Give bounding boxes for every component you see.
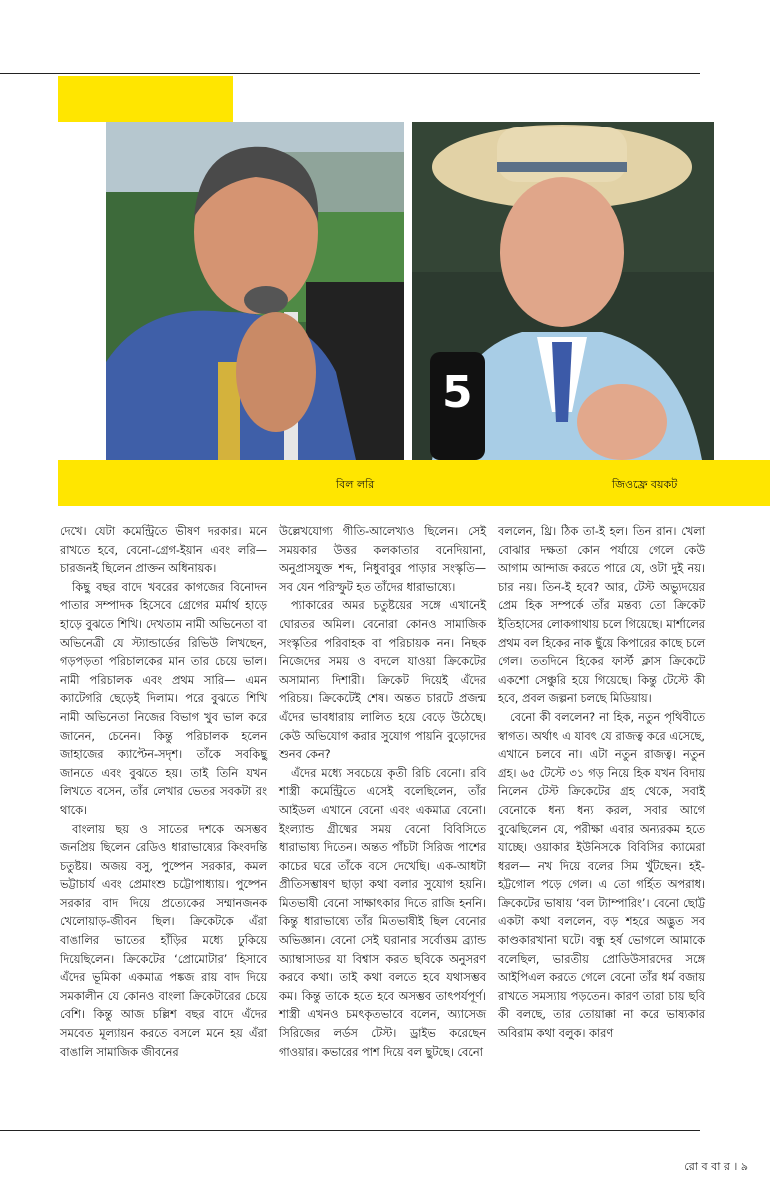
photo-geoffrey-boycott [412, 122, 714, 460]
yellow-accent-block [58, 76, 233, 122]
paragraph: কিছু বছর বাদে খবরের কাগজের বিনোদন পাতার সম্পাদক হিসেবে গ্রেগের মর্মার্থ হাড়ে হাড়ে বুঝতে শিখি। দেখতাম নামী অভিনেতা বা অভিনেত্রী যে স্ট্যান্ডার্ডের রিভিউ লিখছেন, গড়পড়তা পরিচালকের মান তার চেয়ে ভাল। নামী পরিচালক এবং প্রথম সারি— এমন ক্যাটেগরি ছেড়েই দিলাম। পরে বুঝতে শিখি নামী অভিনেতা নিজের বিভাগ খুব ভাল করে জানেন, চেনেন। কিন্তু পরিচালক হলেন জাহাজের ক্যাপ্টেন-সদৃশ। তাঁকে সবকিছু জানতে এবং বুঝতে হয়। তাই তিনি যখন লিখতে বসেন, তাঁর লেখার ভেতর সবকটা রং থাকে। [60, 580, 267, 817]
paragraph: বাংলায় ছয় ও সাতের দশকে অসম্ভব জনপ্রিয় ছিলেন রেডিও ধারাভাষ্যের কিংবদন্তি চতুষ্টয়। অজয় বসু, পুষ্পেন সরকার, কমল ভট্টাচার্য এবং প্রেমাংশু চট্টোপাধ্যায়। পুষ্পেন সরকার বাদ দিয়ে প্রত্যেকের সম্মানজনক খেলোয়াড়-জীবন ছিল। ক্রিকেটকে এঁরা বাঙালির ভাতের হাঁড়ির মধ্যে ঢুকিয়ে দিয়েছিলেন। ক্রিকেটের ‘প্রোমোটার’ হিসাবে এঁদের ভূমিকা একমাত্র পঙ্কজ রায় বাদ দিয়ে সমকালীন যে কোনও বাংলা ক্রিকেটারের চেয়ে বেশি। কিন্তু আজ চল্লিশ বছর বাদে এঁদের সমবেত মূল্যায়ন করতে বসলে মনে হয় এঁরা বাঙালি সামাজিক জীবনের [60, 822, 267, 1059]
paragraph: উল্লেখযোগ্য গীতি-আলেখ্যও ছিলেন। সেই সময়কার উত্তর কলকাতার বনেদিয়ানা, অনুপ্রাসযুক্ত শব্দ, নিধুবাবুর পাড়ার সংস্কৃতি— সব যেন পরিস্ফুট হত তাঁদের ধারাভাষ্যে। [279, 525, 486, 594]
paragraph: দেখে। যেটা কমেন্ট্রিতে ভীষণ দরকার। মনে রাখতে হবে, বেনো-গ্রেগ-ইয়ান এবং লরি— চারজনই ছিলেন প্রাক্তন অধিনায়ক। [60, 525, 267, 576]
text-column-1 [60, 523, 267, 1113]
text-column-3 [498, 523, 705, 1113]
paragraph: বেনো কী বললেন? না হিক, নতুন পৃথিবীতে স্বাগত। অর্থাৎ এ যাবৎ যে রাজত্ব করে এসেছে, এখানে চলবে না। এটা নতুন রাজত্ব। নতুন গ্রহ। ৬৫ টেস্টে ৩১ গড় নিয়ে হিক যখন বিদায় নিলেন টেস্ট ক্রিকেটের গ্রহ থেকে, সবাই বেনোকে ধন্য ধন্য করল, সবার আগে বুঝেছিলেন যে, পরীক্ষা এবার অন্যরকম হতে যাচ্ছে। ওয়াকার ইউনিসকে বিবিসির ক্যামেরা ধরল— নখ দিয়ে বলের সিম খুঁটছেন। হই-হট্টগোল পড়ে গেল। এ তো গর্হিত অপরাধ। ক্রিকেটের ভাষায় ‘বল ট্যাম্পারিং’। বেনো ছোট্ট একটা কথা বললেন, বড় শহরে অদ্ভুত সব কাণ্ডকারখানা ঘটে। বন্ধু হর্ষ ভোগলে আমাকে বলেছিল, ভারতীয় প্রোডিউসারদের সঙ্গে আইপিএল করতে গেলে বেনো তাঁর ধর্ম বজায় রাখতে সমস্যায় পড়তেন। কারণ তারা চায় ছবি কী বলছে, তার তোয়াক্কা না করে ভাষ্যকার অবিরাম কথা বলুক। কারণ [498, 710, 705, 1041]
paragraph: প্যাকারের অমর চতুষ্টয়ের সঙ্গে এখানেই ঘোরতর অমিল। বেনোরা কোনও সামাজিক সংস্কৃতির পরিবাহক বা পরিচায়ক নন। নিছক নিজেদের সময় ও বদলে যাওয়া ক্রিকেটের অসামান্য দিশারী। ক্রিকেট দিয়েই এঁদের পরিচয়। ক্রিকেটেই শেষ। অন্তত চারটে প্রজন্ম এঁদের ভাবধারায় লালিত হয়ে বেড়ে উঠেছে। কেউ অভিযোগ করার সুযোগ পায়নি বুড়োদের শুনব কেন? [279, 599, 486, 762]
top-rule [0, 73, 700, 74]
photo-bill-lawry [106, 122, 404, 460]
svg-text:5: 5 [442, 367, 473, 418]
text-column-2 [279, 523, 486, 1113]
page-folio: রো ব বা র । ৯ [684, 1160, 748, 1173]
bottom-rule [0, 1130, 700, 1131]
paragraph: বললেন, থ্রি। ঠিক তা-ই হল। তিন রান। খেলা বোঝার দক্ষতা কোন পর্যায়ে গেলে কেউ আগাম আন্দাজ করতে পারে যে, ওটা দুই নয়। চার নয়। তিন-ই হবে? আর, টেস্ট অভ্যুদয়ের প্রেম হিক সম্পর্কে তাঁর মন্তব্য তো ক্রিকেট ইতিহাসের লোকগাথায় চলে গিয়েছে। মার্শালের প্রথম বল হিকের নাক ছুঁয়ে কিপারের কাছে চলে গেল। ততদিনে হিকের ফার্স্ট ক্লাস ক্রিকেটে একশো সেঞ্চুরি হয়ে গিয়েছে। কিন্তু টেস্টে কী হবে, প্রবল জল্পনা চলছে মিডিয়ায়। [498, 525, 705, 706]
photo-caption-left: বিল লরি [336, 478, 375, 491]
paragraph: এঁদের মধ্যে সবচেয়ে কৃতী রিচি বেনো। রবি শাস্ত্রী কমেন্ট্রিতে এসেই বলেছিলেন, তাঁর আইডল এখানে বেনো এবং একমাত্র বেনো। ইংল্যান্ড গ্রীষ্মের সময় বেনো বিবিসিতে ধারাভাষ্য দিতেন। অন্তত পাঁচটা সিরিজ পাশের কাচের ঘরে তাঁকে বসে দেখেছি। এক-আধটা প্রীতিসম্ভাষণ ছাড়া কথা বলার সুযোগ হয়নি। মিতভাষী বেনো সাক্ষাৎকার দিতে রাজি হননি। কিন্তু ধারাভাষ্যে তাঁর মিতভাষীই ছিল বেনোর অভিজ্ঞান। বেনো সেই ঘরানার সর্বোত্তম ব্র্যান্ড অ্যাম্বাসাডর যা বিশ্বাস করত ছবিকে অনুসরণ করবে কথা। তাই কথা বলতে হবে যথাসম্ভব কম। কিন্তু তাকে হতে হবে অসম্ভব তাৎপর্যপূর্ণ। শাস্ত্রী এখনও চমৎকৃতভাবে বলেন, অ্যাসেজ সিরিজের লর্ডস টেস্ট। ড্রাইভ করেছেন গাওয়ার। কভারের পাশ দিয়ে বল ছুটছে। বেনো [279, 766, 486, 1059]
article-body [60, 523, 705, 1113]
photo-caption-right: জিওফ্রে বয়কট [612, 478, 678, 491]
